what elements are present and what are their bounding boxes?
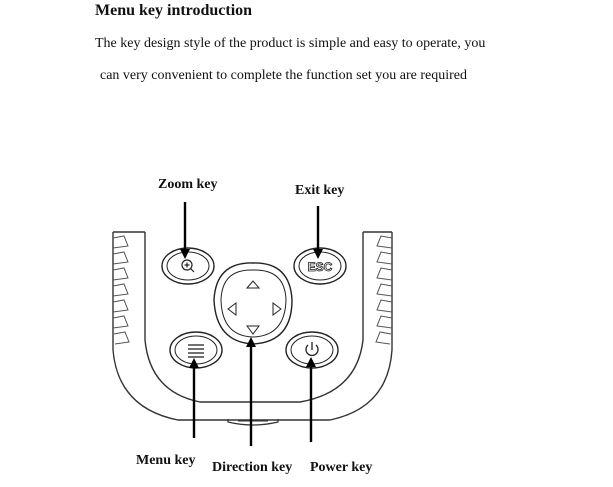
left-grip — [113, 236, 129, 344]
arrow-down-icon — [247, 326, 259, 334]
direction-key[interactable] — [214, 263, 292, 344]
intro-line-2: can very convenient to complete the function set you are required — [100, 68, 467, 83]
device-body — [113, 232, 392, 425]
menu-key[interactable] — [170, 332, 222, 368]
power-key-label: Power key — [310, 460, 373, 475]
menu-lines-icon — [188, 345, 204, 357]
arrow-left-icon — [228, 303, 236, 315]
direction-key-label: Direction key — [212, 460, 293, 475]
arrow-right-icon — [273, 303, 281, 315]
zoom-key[interactable] — [162, 248, 214, 284]
right-grip — [376, 236, 392, 344]
power-icon — [306, 342, 318, 355]
arrow-up-icon — [247, 281, 259, 288]
esc-key-text: ESC — [307, 260, 333, 274]
zoom-in-icon — [182, 260, 194, 272]
callout-arrows — [185, 202, 318, 446]
exit-key-label: Exit key — [295, 183, 345, 198]
zoom-key-label: Zoom key — [158, 177, 218, 192]
section-heading: Menu key introduction — [95, 2, 253, 19]
esc-key[interactable] — [294, 248, 346, 284]
menu-key-label: Menu key — [136, 453, 196, 468]
intro-line-1: The key design style of the product is simple and easy to operate, you — [95, 36, 486, 51]
